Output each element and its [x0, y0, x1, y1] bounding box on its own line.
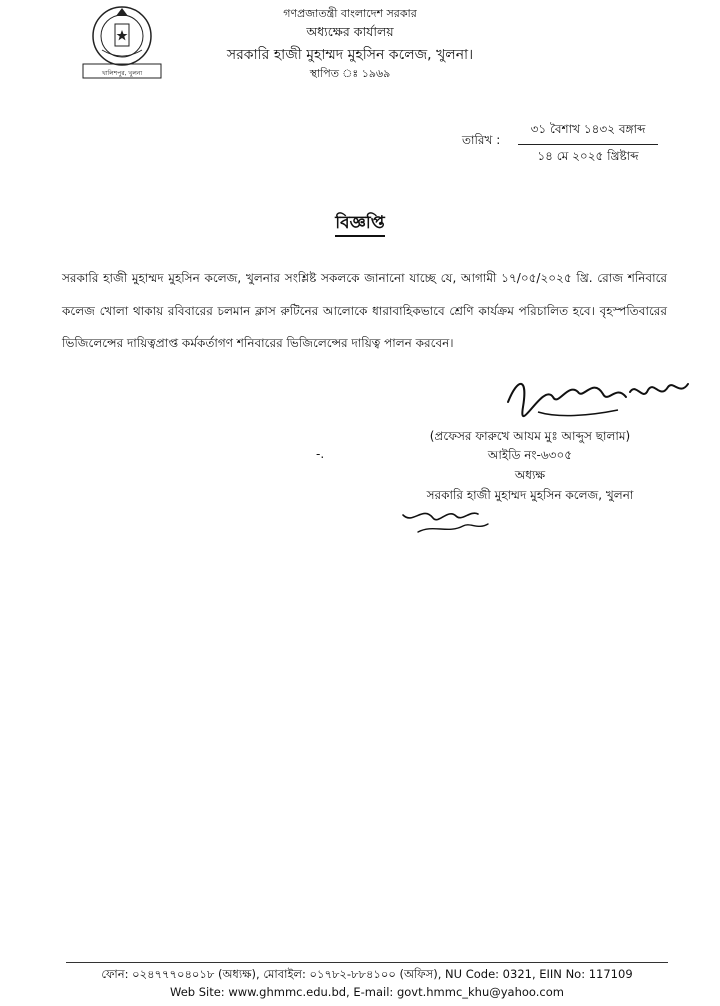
signatory-name: (প্রফেসর ফারুখে আযম মুঃ আব্দুস ছালাম)	[429, 429, 631, 443]
footer-divider	[66, 962, 668, 963]
date-english: ১৪ মে ২০২৫ খ্রিষ্টাব্দ	[537, 149, 639, 163]
handwritten-signature	[498, 372, 698, 432]
notice-title-wrap	[0, 210, 720, 238]
logo-caption: খালিশপুর, খুলনা	[101, 70, 143, 77]
established-line: স্থাপিত ঃ ১৯৬৯	[309, 67, 391, 80]
signatory-id: আইডি নং-৬৩০৫	[487, 448, 573, 462]
date-label: তারিখ :	[462, 133, 501, 147]
date-divider	[518, 144, 658, 145]
signatory-designation: অধ্যক্ষ	[514, 468, 546, 482]
office-line: অধ্যক্ষের কার্যালয়	[306, 24, 394, 39]
signatory-college: সরকারি হাজী মুহাম্মদ মুহসিন কলেজ, খুলনা	[426, 488, 634, 502]
notice-title: বিজ্ঞপ্তি	[335, 213, 384, 237]
footer-web: Web Site: www.ghmmc.edu.bd, E-mail: govt.hmmc_khu@yahoo.com	[170, 985, 564, 999]
stray-mark: -.	[316, 447, 325, 461]
notice-body: সরকারি হাজী মুহাম্মদ মুহসিন কলেজ, খুলনার সংশ্লিষ্ট সকলকে জানানো যাচ্ছে যে, আগামী ১৭/০৫/২০২৫ খ্রি. রোজ শনিবারে কলেজ খোলা থাকায় রবিবারের চলমান ক্লাস রুটিনের আলোকে ধারাবাহিকভাবে শ্রেণি কার্যক্রম পরিচালিত হবে। বৃহস্পতিবারের ভিজিলেন্সের দায়িত্বপ্রাপ্ত কর্মকর্তাগণ শনিবারের ভিজিলেন্সের দায়িত্ব পালন করবেন।	[62, 271, 667, 350]
government-line: গণপ্রজাতন্ত্রী বাংলাদেশ সরকার	[283, 7, 417, 20]
date-bangla: ৩১ বৈশাখ ১৪৩২ বঙ্গাব্দ	[530, 122, 646, 136]
footer-contact: ফোন: ০২৪৭৭৭০৪০১৮ (অধ্যক্ষ), মোবাইল: ০১৭৮২-৮৮৪১০০ (অফিস), NU Code: 0321, EIIN No: 117109	[101, 967, 633, 981]
date-block	[518, 121, 658, 168]
college-name: সরকারি হাজী মুহাম্মদ মুহসিন কলেজ, খুলনা।	[226, 47, 474, 63]
college-logo	[82, 4, 162, 80]
handwritten-initial	[398, 500, 498, 540]
